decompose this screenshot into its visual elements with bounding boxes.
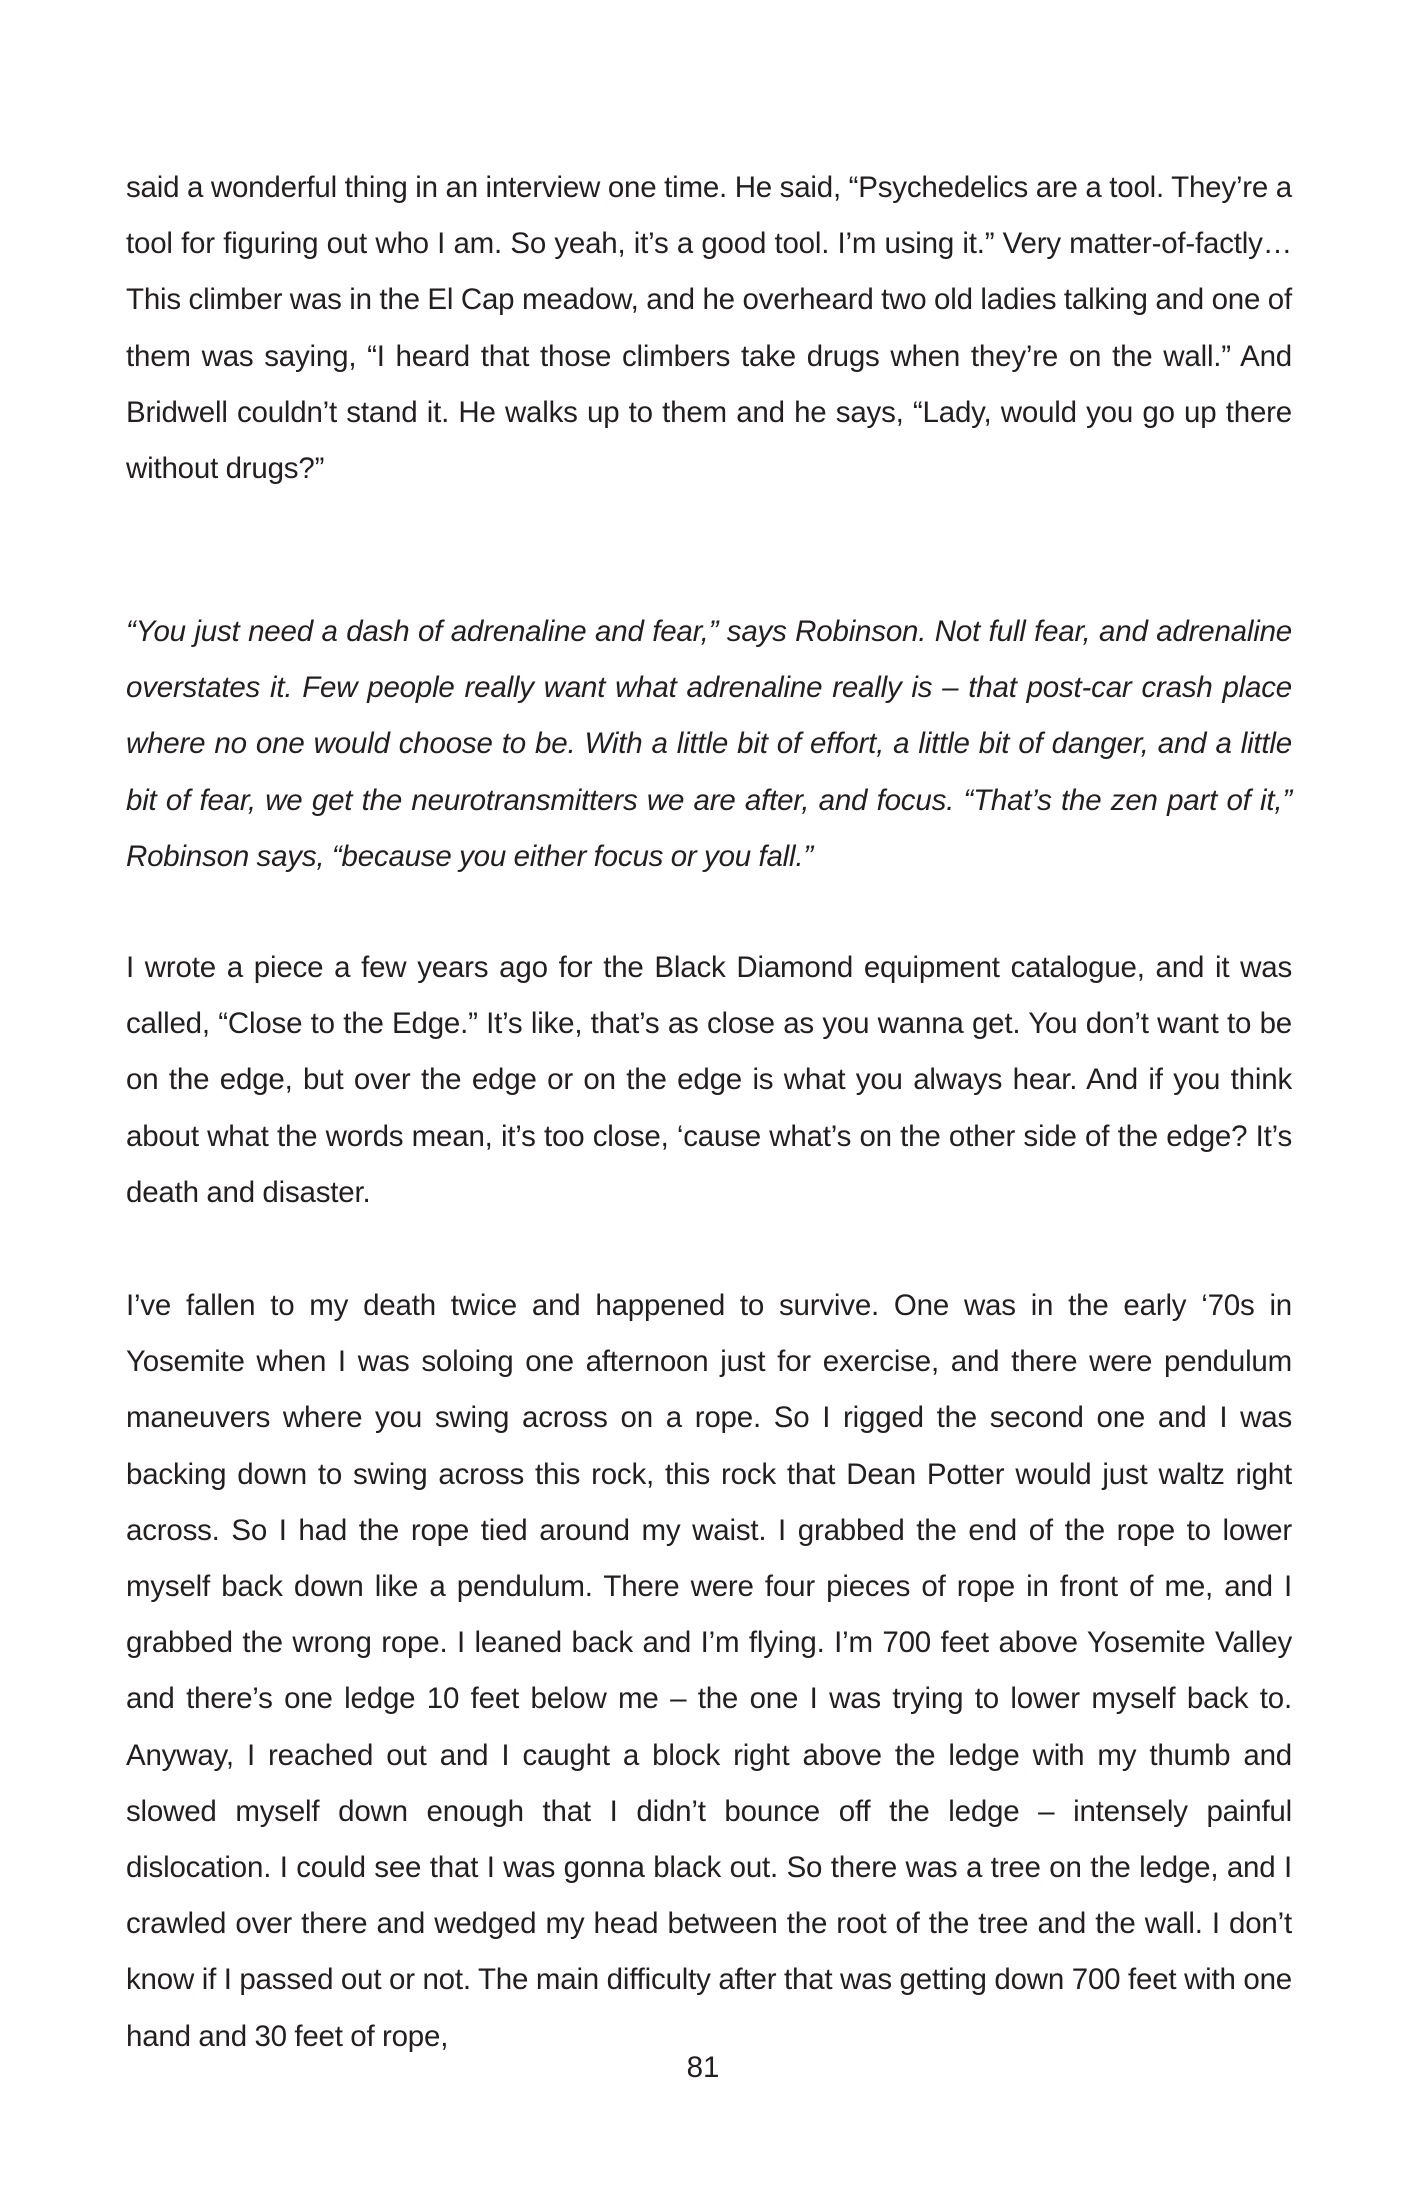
paragraph-close-to-the-edge: I wrote a piece a few years ago for the Black Diamond equipment catalogue, and it was called, “Close to the Edge.” It’s like, that’s as close as you wanna get. You don’t want to be on the edge, but over the edge or on the edge is what you always hear. And if you think about what the words mean, it’s too close, ‘cause what’s on the other side of the edge? It’s death and disaster. bbox=[126, 951, 1292, 1209]
page-number: 81 bbox=[686, 2051, 720, 2084]
paragraph-italic-robinson: “You just need a dash of adrenaline and fear,” says Robinson. Not full fear, and adrenaline overstates it. Few people really want what adrenaline really is – that post-car crash place where no one would choose to be. With a little bit of effort, a little bit of danger, and a little bit of fear, we get the neurotransmitters we are after, and focus. “That’s the zen part of it,” Robinson says, “because you either focus or you fall.” bbox=[126, 615, 1292, 873]
paragraph-interview-quote: said a wonderful thing in an interview one time. He said, “Psychedelics are a tool. They’re a tool for figuring out who I am. So yeah, it’s a good tool. I’m using it.” Very matter-of-factly… This climber was in the El Cap meadow, and he overheard two old ladies talking and one of them was saying, “I heard that those climbers take drugs when they’re on the wall.” And Bridwell couldn’t stand it. He walks up to them and he says, “Lady, would you go up there without drugs?” bbox=[126, 171, 1292, 486]
paragraph-fallen-twice: I’ve fallen to my death twice and happened to survive. One was in the early ‘70s in Yosemite when I was soloing one afternoon just for exercise, and there were pendulum maneuvers where you swing across on a rope. So I rigged the second one and I was backing down to swing across this rock, this rock that Dean Potter would just waltz right across. So I had the rope tied around my waist. I grabbed the end of the rope to lower myself back down like a pendulum. There were four pieces of rope in front of me, and I grabbed the wrong rope. I leaned back and I’m flying. I’m 700 feet above Yosemite Valley and there’s one ledge 10 feet below me – the one I was trying to lower myself back to. Anyway, I reached out and I caught a block right above the ledge with my thumb and slowed myself down enough that I didn’t bounce off the ledge – intensely painful dislocation. I could see that I was gonna black out. So there was a tree on the ledge, and I crawled over there and wedged my head between the root of the tree and the wall. I don’t know if I passed out or not. The main difficulty after that was getting down 700 feet with one hand and 30 feet of rope, bbox=[126, 1289, 1292, 2053]
